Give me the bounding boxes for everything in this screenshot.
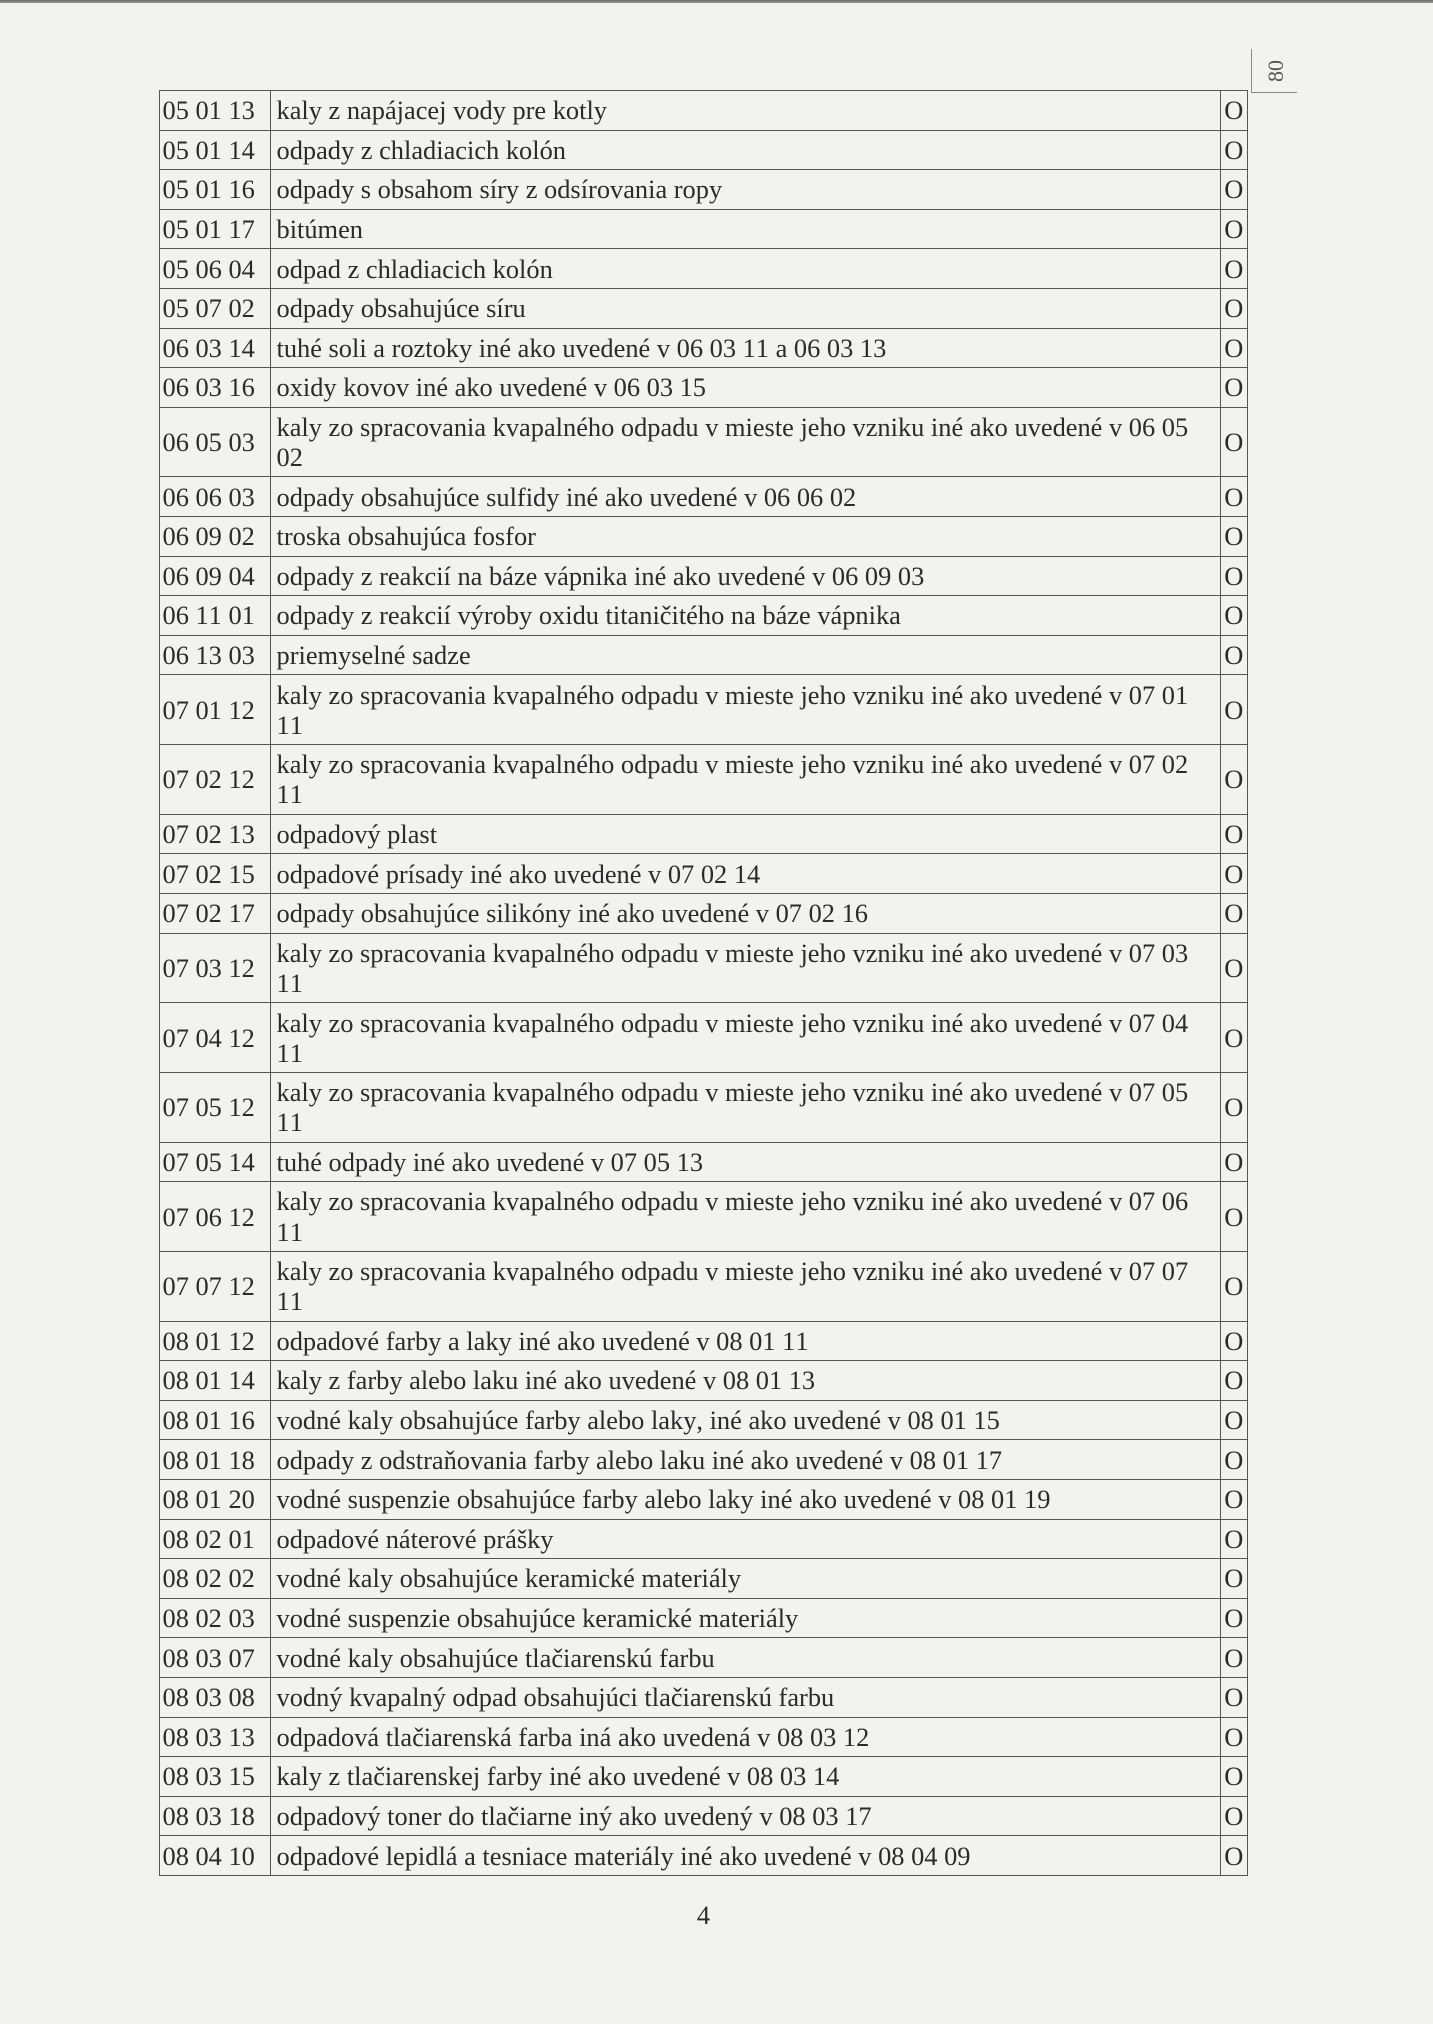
waste-description-cell: bitúmen (271, 210, 1221, 249)
waste-category-cell: O (1224, 1721, 1244, 1752)
waste-code-cell: 08 01 14 (160, 1361, 271, 1400)
waste-category-cell: O (1224, 640, 1244, 671)
waste-description-cell: kaly zo spracovania kvapalného odpadu v mieste jeho vzniku iné ako uvedené v 07 01 11 (271, 675, 1221, 744)
waste-code-cell: 06 13 03 (160, 636, 271, 675)
waste-category-cell: O (1224, 764, 1244, 795)
table-row (160, 1003, 1247, 1073)
table-row (160, 1757, 1247, 1797)
table-row (160, 636, 1247, 676)
waste-category-cell: O (1224, 600, 1244, 631)
waste-description-cell: odpadové náterové prášky (271, 1520, 1221, 1559)
waste-category-cell: O (1224, 293, 1244, 324)
table-row (160, 1718, 1247, 1758)
table-row (160, 815, 1247, 855)
waste-description-cell: odpady obsahujúce sulfidy iné ako uvedené v 06 06 02 (271, 477, 1221, 516)
table-row (160, 131, 1247, 171)
waste-code-cell: 07 02 15 (160, 854, 271, 893)
table-row (160, 1559, 1247, 1599)
waste-code-cell: 08 03 15 (160, 1757, 271, 1796)
waste-code-cell: 07 02 12 (160, 745, 271, 814)
waste-code-cell: 07 05 14 (160, 1143, 271, 1182)
waste-code-cell: 07 05 12 (160, 1073, 271, 1142)
waste-description-cell: kaly zo spracovania kvapalného odpadu v mieste jeho vzniku iné ako uvedené v 07 05 11 (271, 1073, 1221, 1142)
table-row (160, 1678, 1247, 1718)
table-row (160, 1322, 1247, 1362)
table-row (160, 170, 1247, 210)
waste-category-cell: O (1224, 134, 1244, 165)
waste-code-cell: 06 11 01 (160, 596, 271, 635)
waste-description-cell: kaly zo spracovania kvapalného odpadu v mieste jeho vzniku iné ako uvedené v 06 05 02 (271, 408, 1221, 477)
waste-description-cell: odpady obsahujúce síru (271, 289, 1221, 328)
page-number: 4 (696, 1900, 711, 1930)
waste-category-cell: O (1224, 1444, 1244, 1475)
waste-category-cell: O (1224, 481, 1244, 512)
waste-category-cell: O (1224, 332, 1244, 363)
waste-code-cell: 08 04 10 (160, 1836, 271, 1875)
waste-code-cell: 08 03 13 (160, 1718, 271, 1757)
waste-code-cell: 07 03 12 (160, 934, 271, 1003)
waste-description-cell: vodné kaly obsahujúce tlačiarenskú farbu (271, 1638, 1221, 1677)
waste-category-cell: O (1224, 1840, 1244, 1871)
waste-code-cell: 07 06 12 (160, 1182, 271, 1251)
table-row (160, 1440, 1247, 1480)
waste-description-cell: oxidy kovov iné ako uvedené v 06 03 15 (271, 368, 1221, 407)
waste-category-cell: O (1224, 1761, 1244, 1792)
waste-description-cell: vodné kaly obsahujúce farby alebo laky, iné ako uvedené v 08 01 15 (271, 1401, 1221, 1440)
table-row (160, 1361, 1247, 1401)
waste-category-cell: O (1224, 694, 1244, 725)
scan-edge (0, 0, 1433, 3)
waste-table (159, 90, 1248, 1876)
waste-code-cell: 08 01 16 (160, 1401, 271, 1440)
table-row (160, 1252, 1247, 1322)
waste-category-cell: O (1224, 1405, 1244, 1436)
waste-description-cell: kaly z tlačiarenskej farby iné ako uvedené v 08 03 14 (271, 1757, 1221, 1796)
waste-code-cell: 07 02 17 (160, 894, 271, 933)
waste-category-cell: O (1224, 1603, 1244, 1633)
waste-description-cell: odpady obsahujúce silikóny iné ako uvedené v 07 02 16 (271, 894, 1221, 933)
waste-category-cell: O (1224, 174, 1244, 205)
table-row (160, 1182, 1247, 1252)
waste-category-cell: O (1224, 1642, 1244, 1673)
waste-category-cell: O (1224, 1022, 1244, 1053)
waste-description-cell: odpadové farby a laky iné ako uvedené v 08 01 11 (271, 1322, 1221, 1361)
table-row (160, 1836, 1247, 1876)
waste-category-cell: O (1224, 1201, 1244, 1232)
table-row (160, 1797, 1247, 1837)
table-row (160, 745, 1247, 815)
waste-description-cell: odpady z chladiacich kolón (271, 131, 1221, 170)
waste-category-cell: O (1224, 1523, 1244, 1554)
waste-description-cell: odpad z chladiacich kolón (271, 249, 1221, 288)
table-row (160, 91, 1247, 131)
table-row (160, 210, 1247, 250)
waste-description-cell: tuhé soli a roztoky iné ako uvedené v 06 03 11 a 06 03 13 (271, 329, 1221, 368)
waste-description-cell: odpadové prísady iné ako uvedené v 07 02 14 (271, 854, 1221, 893)
waste-code-cell: 08 02 02 (160, 1559, 271, 1598)
waste-category-cell: O (1224, 95, 1244, 126)
table-row (160, 249, 1247, 289)
waste-category-cell: O (1224, 1092, 1244, 1123)
waste-code-cell: 08 01 18 (160, 1440, 271, 1479)
table-row (160, 368, 1247, 408)
waste-code-cell: 05 01 17 (160, 210, 271, 249)
waste-code-cell: 08 03 07 (160, 1638, 271, 1677)
waste-category-cell: O (1224, 1146, 1244, 1177)
waste-description-cell: odpadové lepidlá a tesniace materiály iné ako uvedené v 08 04 09 (271, 1836, 1221, 1875)
table-row (160, 1599, 1247, 1639)
waste-category-cell: O (1224, 253, 1244, 284)
table-row (160, 894, 1247, 934)
table-row (160, 517, 1247, 557)
table-row (160, 1520, 1247, 1560)
waste-description-cell: kaly zo spracovania kvapalného odpadu v mieste jeho vzniku iné ako uvedené v 07 04 11 (271, 1003, 1221, 1072)
waste-description-cell: kaly zo spracovania kvapalného odpadu v mieste jeho vzniku iné ako uvedené v 07 06 11 (271, 1182, 1221, 1251)
table-row (160, 934, 1247, 1004)
waste-code-cell: 08 01 12 (160, 1322, 271, 1361)
table-row (160, 1073, 1247, 1143)
waste-code-cell: 07 04 12 (160, 1003, 271, 1072)
waste-code-cell: 05 07 02 (160, 289, 271, 328)
waste-category-cell: O (1224, 858, 1244, 889)
table-row (160, 675, 1247, 745)
page-stamp-number: 80 (1263, 60, 1288, 82)
waste-category-cell: O (1224, 819, 1244, 850)
waste-code-cell: 05 06 04 (160, 249, 271, 288)
waste-category-cell: O (1224, 1484, 1244, 1515)
handwritten-page-stamp (1251, 49, 1297, 93)
waste-description-cell: odpadový plast (271, 815, 1221, 854)
waste-code-cell: 08 03 18 (160, 1797, 271, 1836)
table-row (160, 289, 1247, 329)
waste-description-cell: vodné kaly obsahujúce keramické materiály (271, 1559, 1221, 1598)
waste-description-cell: kaly z napájacej vody pre kotly (271, 91, 1221, 130)
waste-description-cell: kaly zo spracovania kvapalného odpadu v mieste jeho vzniku iné ako uvedené v 07 02 11 (271, 745, 1221, 814)
waste-code-cell: 06 03 14 (160, 329, 271, 368)
waste-code-cell: 08 02 01 (160, 1520, 271, 1559)
waste-description-cell: vodné suspenzie obsahujúce keramické materiály (271, 1599, 1221, 1638)
waste-category-cell: O (1224, 952, 1244, 983)
table-row (160, 557, 1247, 597)
waste-category-cell: O (1224, 1563, 1244, 1594)
waste-code-cell: 07 02 13 (160, 815, 271, 854)
table-row (160, 329, 1247, 369)
waste-description-cell: odpady s obsahom síry z odsírovania ropy (271, 170, 1221, 209)
table-row (160, 477, 1247, 517)
waste-code-cell: 08 01 20 (160, 1480, 271, 1519)
waste-description-cell: odpady z odstraňovania farby alebo laku iné ako uvedené v 08 01 17 (271, 1440, 1221, 1479)
waste-code-cell: 05 01 13 (160, 91, 271, 130)
waste-category-cell: O (1224, 427, 1244, 458)
waste-category-cell: O (1224, 372, 1244, 403)
waste-category-cell: O (1224, 521, 1244, 552)
waste-code-cell: 07 01 12 (160, 675, 271, 744)
table-row (160, 1638, 1247, 1678)
waste-description-cell: tuhé odpady iné ako uvedené v 07 05 13 (271, 1143, 1221, 1182)
waste-category-cell: O (1224, 560, 1244, 591)
table-row (160, 1480, 1247, 1520)
table-row (160, 854, 1247, 894)
waste-description-cell: priemyselné sadze (271, 636, 1221, 675)
waste-category-cell: O (1224, 1271, 1244, 1302)
waste-category-cell: O (1224, 1325, 1244, 1356)
waste-code-cell: 05 01 14 (160, 131, 271, 170)
waste-code-cell: 07 07 12 (160, 1252, 271, 1321)
waste-category-cell: O (1224, 1682, 1244, 1713)
waste-category-cell: O (1224, 1800, 1244, 1831)
waste-category-cell: O (1224, 1365, 1244, 1396)
waste-description-cell: vodné suspenzie obsahujúce farby alebo laky iné ako uvedené v 08 01 19 (271, 1480, 1221, 1519)
waste-description-cell: kaly zo spracovania kvapalného odpadu v mieste jeho vzniku iné ako uvedené v 07 07 11 (271, 1252, 1221, 1321)
waste-code-cell: 08 02 03 (160, 1599, 271, 1638)
waste-description-cell: odpadová tlačiarenská farba iná ako uvedená v 08 03 12 (271, 1718, 1221, 1757)
waste-code-cell: 06 09 04 (160, 557, 271, 596)
waste-description-cell: odpady z reakcií výroby oxidu titaničitého na báze vápnika (271, 596, 1221, 635)
waste-description-cell: kaly z farby alebo laku iné ako uvedené v 08 01 13 (271, 1361, 1221, 1400)
waste-category-cell: O (1224, 898, 1244, 929)
waste-category-cell: O (1224, 214, 1244, 245)
waste-description-cell: kaly zo spracovania kvapalného odpadu v mieste jeho vzniku iné ako uvedené v 07 03 11 (271, 934, 1221, 1003)
waste-code-cell: 06 05 03 (160, 408, 271, 477)
waste-description-cell: odpadový toner do tlačiarne iný ako uvedený v 08 03 17 (271, 1797, 1221, 1836)
waste-code-cell: 06 06 03 (160, 477, 271, 516)
table-row (160, 1401, 1247, 1441)
table-row (160, 408, 1247, 478)
waste-code-cell: 06 03 16 (160, 368, 271, 407)
waste-code-cell: 06 09 02 (160, 517, 271, 556)
waste-description-cell: troska obsahujúca fosfor (271, 517, 1221, 556)
waste-code-cell: 05 01 16 (160, 170, 271, 209)
waste-description-cell: vodný kvapalný odpad obsahujúci tlačiarenskú farbu (271, 1678, 1221, 1717)
table-row (160, 596, 1247, 636)
waste-code-cell: 08 03 08 (160, 1678, 271, 1717)
table-row (160, 1143, 1247, 1183)
waste-description-cell: odpady z reakcií na báze vápnika iné ako uvedené v 06 09 03 (271, 557, 1221, 596)
